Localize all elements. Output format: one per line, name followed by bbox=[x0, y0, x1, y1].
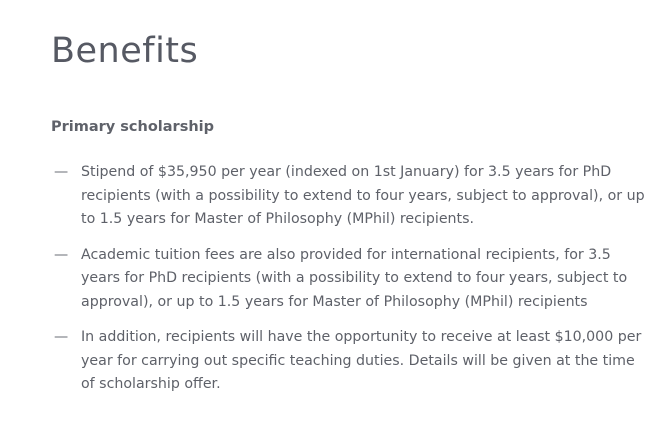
list-item bbox=[51, 244, 646, 315]
section-heading: Primary scholarship bbox=[51, 119, 215, 135]
list-item bbox=[51, 161, 646, 232]
benefit-text: In addition, recipients will have the opportunity to receive at least $10,000 per year for carrying out specific teaching duties. Details will be given at the time of scholarship offer. bbox=[81, 329, 642, 392]
page-title: Benefits bbox=[51, 31, 199, 71]
dash-bullet-icon: — bbox=[54, 246, 69, 263]
dash-bullet-icon: — bbox=[54, 329, 69, 345]
benefit-text: Stipend of $35,950 per year (indexed on 1st January) for 3.5 years for PhD recipients (with a possibility to extend to four years, subject to approval), or up to 1.5 years for Master of Philosophy (MPhil) recipients. bbox=[81, 164, 645, 227]
benefit-text: Academic tuition fees are also provided for international recipients, for 3.5 years for PhD recipients (with a possibility to extend to four years, subject to approval), or up to 1.5 years for Master of Philosophy (MPhil) recipients bbox=[81, 246, 628, 310]
benefit-list bbox=[51, 161, 646, 409]
list-item bbox=[51, 326, 646, 397]
dash-bullet-icon: — bbox=[54, 164, 69, 180]
